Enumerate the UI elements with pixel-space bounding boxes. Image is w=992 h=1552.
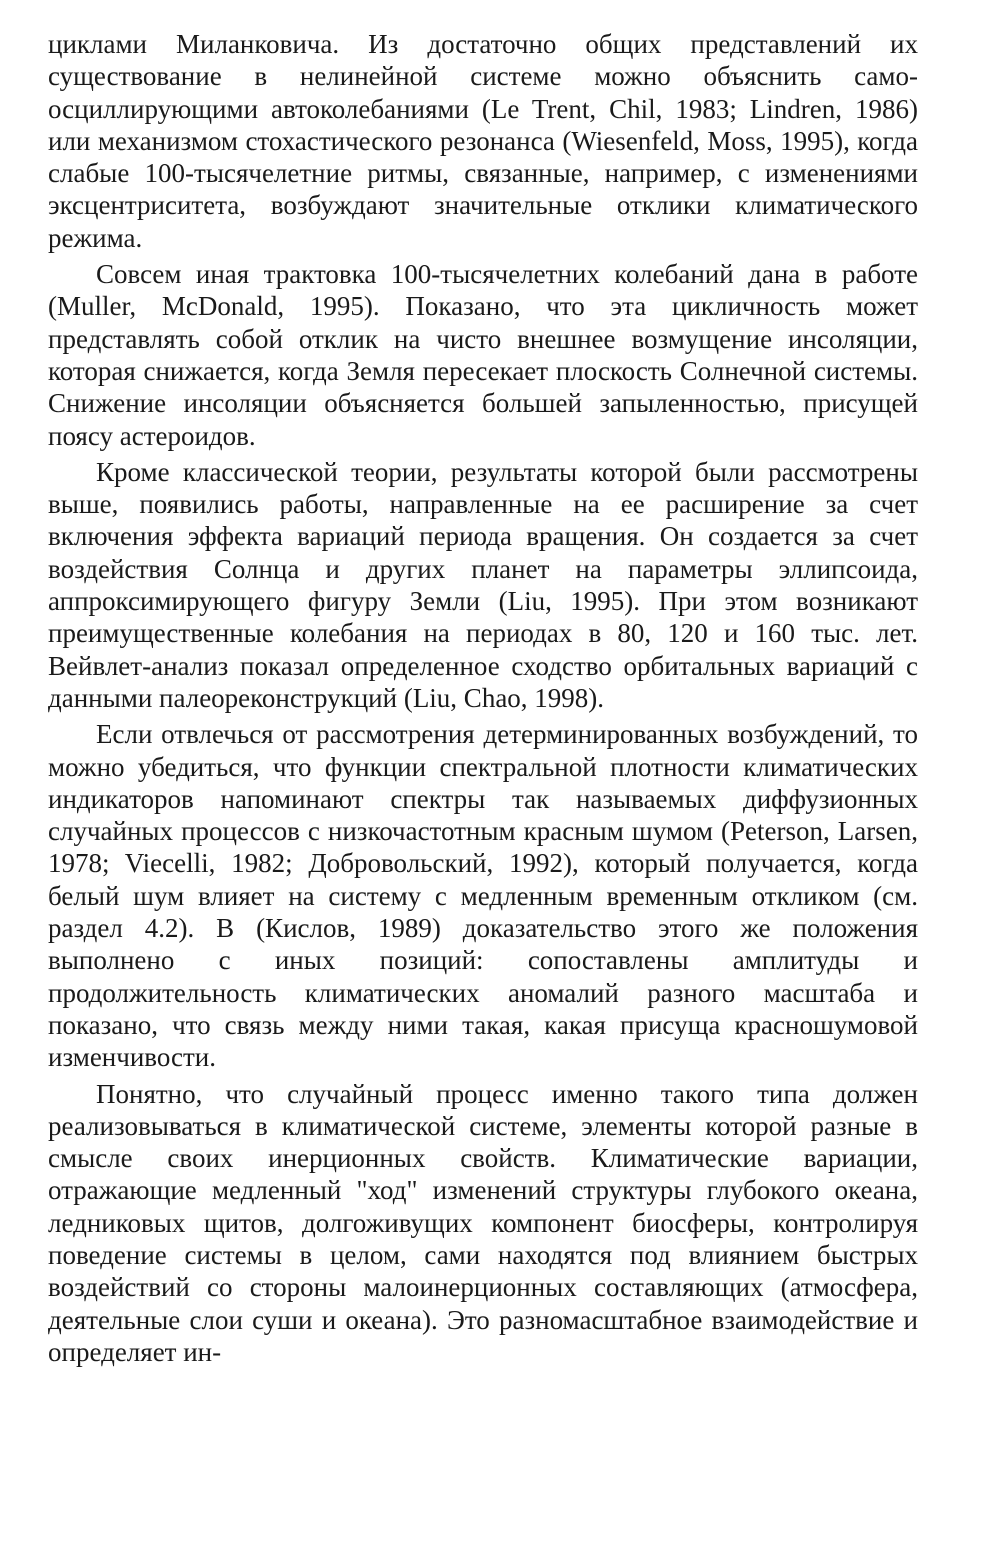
- document-page: [48, 28, 918, 1368]
- paragraph-5: Понятно, что случайный процесс именно такого типа должен реализовываться в климатической системе, элементы которой разные в смысле своих инерционных свойств. Климатические вариации, отражающие медленный "ход" изменений структуры глубокого океана, ледниковых щитов, долгоживущих компонент биосферы, контролируя поведение системы в целом, сами находятся под влиянием быстрых воздействий со стороны малоинерционных составляющих (атмосфера, деятельные слои суши и океана). Это разномасштабное взаимодействие и определяет ин-: [48, 1078, 918, 1367]
- paragraph-1: циклами Миланковича. Из достаточно общих представлений их существование в нелинейной системе можно объяснить самоосциллирующими автоколебаниями (Le Trent, Chil, 1983; Lindren, 1986) или механизмом стохастического резонанса (Wiesenfeld, Moss, 1995), когда слабые 100-тысячелетние ритмы, связанные, например, с изменениями эксцентриситета, возбуждают значительные отклики климатического режима.: [48, 29, 918, 253]
- paragraph-3: Кроме классической теории, результаты которой были рассмотрены выше, появились работы, направленные на ее расширение за счет включения эффекта вариаций периода вращения. Он создается за счет воздействия Солнца и других планет на параметры эллипсоида, аппроксимирующего фигуру Земли (Liu, 1995). При этом возникают преимущественные колебания на периодах в 80, 120 и 160 тыс. лет. Вейвлет-анализ показал определенное сходство орбитальных вариаций с данными палеореконструкций (Liu, Chao, 1998).: [48, 456, 918, 713]
- paragraph-2: Совсем иная трактовка 100-тысячелетних колебаний дана в работе (Muller, McDonald, 1995). Показано, что эта цикличность может представлять собой отклик на чисто внешнее возмущение инсоляции, которая снижается, когда Земля пересекает плоскость Солнечной системы. Снижение инсоляции объясняется большей запыленностью, присущей поясу астероидов.: [48, 259, 918, 451]
- paragraph-4: Если отвлечься от рассмотрения детерминированных возбуждений, то можно убедиться, что функции спектральной плотности климатических индикаторов напоминают спектры так называемых диффузионных случайных процессов с низкочастотным красным шумом (Peterson, Larsen, 1978; Viecelli, 1982; Добровольский, 1992), который получается, когда белый шум влияет на систему с медленным временным откликом (см. раздел 4.2). В (Кислов, 1989) доказательство этого же положения выполнено с иных позиций: сопоставлены амплитуды и продолжительность климатических аномалий разного масштаба и показано, что связь между ними такая, какая присуща красношумовой изменчивости.: [48, 719, 918, 1073]
